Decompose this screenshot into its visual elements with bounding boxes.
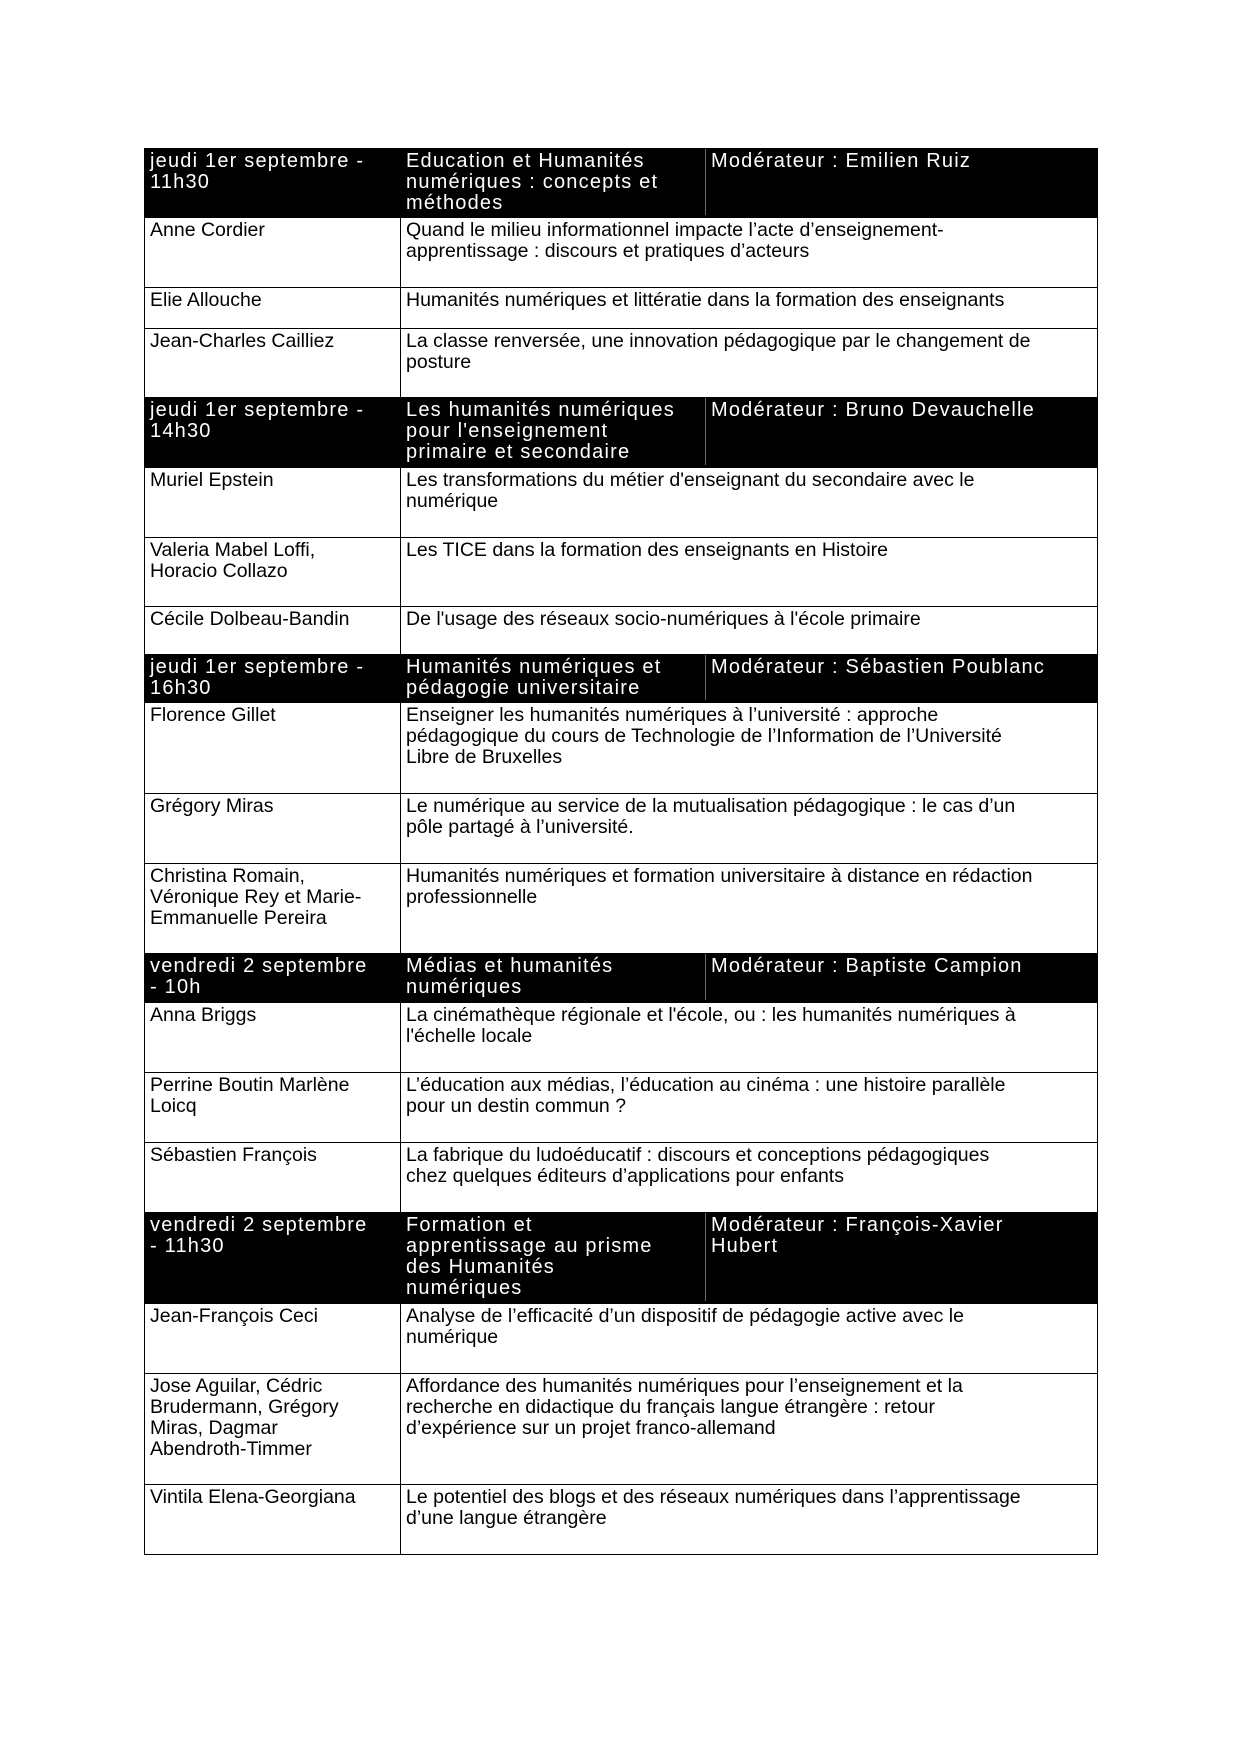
talk-row bbox=[144, 1143, 1098, 1213]
talk-title: Les TICE dans la formation des enseignants en Histoire bbox=[406, 539, 888, 561]
talk-title: La classe renversée, une innovation pédagogique par le changement de posture bbox=[406, 330, 1031, 373]
talk-authors: Anne Cordier bbox=[145, 218, 401, 287]
talk-title: Humanités numériques et formation universitaire à distance en rédaction professionnelle bbox=[406, 865, 1033, 908]
talk-authors: Sébastien François bbox=[145, 1143, 401, 1212]
talk-title: La cinémathèque régionale et l'école, ou : les humanités numériques à l'échelle locale bbox=[406, 1004, 1016, 1047]
session-title: Humanités numériques et pédagogie universitaire bbox=[401, 655, 706, 700]
talk-row bbox=[144, 468, 1098, 538]
session-header bbox=[144, 148, 1098, 218]
session-moderator: Modérateur : Sébastien Poublanc bbox=[711, 656, 1046, 678]
talk-title: La fabrique du ludoéducatif : discours et conceptions pédagogiques chez quelques éditeurs d’applications pour enfants bbox=[406, 1144, 990, 1187]
talk-row bbox=[144, 329, 1098, 398]
talk-row bbox=[144, 703, 1098, 794]
session-moderator: Modérateur : Baptiste Campion bbox=[711, 955, 1023, 977]
talk-row bbox=[144, 1485, 1098, 1555]
talk-row bbox=[144, 794, 1098, 864]
session-moderator: Modérateur : François-Xavier Hubert bbox=[711, 1214, 1004, 1257]
talk-title: Affordance des humanités numériques pour l’enseignement et la recherche en didactique du français langue étrangère : retour d’expérience sur un projet franco-allemand bbox=[406, 1375, 963, 1439]
talk-row bbox=[144, 1003, 1098, 1073]
talk-authors: Valeria Mabel Loffi, Horacio Collazo bbox=[145, 538, 401, 606]
session-title: Education et Humanités numériques : concepts et méthodes bbox=[401, 149, 706, 215]
talk-authors: Grégory Miras bbox=[145, 794, 401, 863]
talk-row bbox=[144, 1304, 1098, 1374]
talk-row bbox=[144, 1073, 1098, 1143]
talk-row bbox=[144, 864, 1098, 954]
talk-authors: Christina Romain, Véronique Rey et Marie- Emmanuelle Pereira bbox=[145, 864, 401, 953]
talk-authors: Florence Gillet bbox=[145, 703, 401, 793]
talk-title: Humanités numériques et littératie dans la formation des enseignants bbox=[406, 289, 1005, 311]
program-table bbox=[144, 148, 1098, 1555]
talk-title: Enseigner les humanités numériques à l’université : approche pédagogique du cours de Technologie de l’Information de l’Université Libre de Bruxelles bbox=[406, 704, 1002, 768]
session-header bbox=[144, 655, 1098, 703]
talk-title: L’éducation aux médias, l’éducation au cinéma : une histoire parallèle pour un destin commun ? bbox=[406, 1074, 1006, 1117]
talk-authors: Cécile Dolbeau-Bandin bbox=[145, 607, 401, 654]
talk-authors: Jean-François Ceci bbox=[145, 1304, 401, 1373]
talk-authors: Muriel Epstein bbox=[145, 468, 401, 537]
talk-title: Le potentiel des blogs et des réseaux numériques dans l’apprentissage d’une langue étrangère bbox=[406, 1486, 1021, 1529]
session-title: Les humanités numériques pour l'enseignement primaire et secondaire bbox=[401, 398, 706, 465]
talk-title: De l'usage des réseaux socio-numériques à l'école primaire bbox=[406, 608, 921, 630]
talk-row bbox=[144, 288, 1098, 329]
session-date: vendredi 2 septembre - 10h bbox=[145, 954, 401, 1002]
session-header bbox=[144, 398, 1098, 468]
talk-authors: Perrine Boutin Marlène Loicq bbox=[145, 1073, 401, 1142]
talk-row bbox=[144, 218, 1098, 288]
session-date: jeudi 1er septembre - 11h30 bbox=[145, 149, 401, 217]
talk-authors: Vintila Elena-Georgiana bbox=[145, 1485, 401, 1554]
session-header bbox=[144, 954, 1098, 1003]
talk-authors: Elie Allouche bbox=[145, 288, 401, 328]
talk-authors: Jose Aguilar, Cédric Brudermann, Grégory Miras, Dagmar Abendroth-Timmer bbox=[145, 1374, 401, 1484]
talk-authors: Anna Briggs bbox=[145, 1003, 401, 1072]
talk-row bbox=[144, 607, 1098, 655]
session-header bbox=[144, 1213, 1098, 1304]
talk-title: Analyse de l’efficacité d’un dispositif de pédagogie active avec le numérique bbox=[406, 1305, 964, 1348]
session-title: Formation et apprentissage au prisme des Humanités numériques bbox=[401, 1213, 706, 1301]
session-date: vendredi 2 septembre - 11h30 bbox=[145, 1213, 401, 1303]
session-moderator: Modérateur : Bruno Devauchelle bbox=[711, 399, 1035, 421]
session-moderator: Modérateur : Emilien Ruiz bbox=[711, 150, 972, 172]
talk-title: Quand le milieu informationnel impacte l’acte d’enseignement- apprentissage : discours et pratiques d’acteurs bbox=[406, 219, 944, 262]
session-date: jeudi 1er septembre - 14h30 bbox=[145, 398, 401, 467]
talk-row bbox=[144, 1374, 1098, 1485]
session-date: jeudi 1er septembre - 16h30 bbox=[145, 655, 401, 702]
talk-title: Le numérique au service de la mutualisation pédagogique : le cas d’un pôle partagé à l’université. bbox=[406, 795, 1016, 838]
talk-authors: Jean-Charles Cailliez bbox=[145, 329, 401, 397]
talk-title: Les transformations du métier d'enseignant du secondaire avec le numérique bbox=[406, 469, 975, 512]
session-title: Médias et humanités numériques bbox=[401, 954, 706, 1000]
talk-row bbox=[144, 538, 1098, 607]
